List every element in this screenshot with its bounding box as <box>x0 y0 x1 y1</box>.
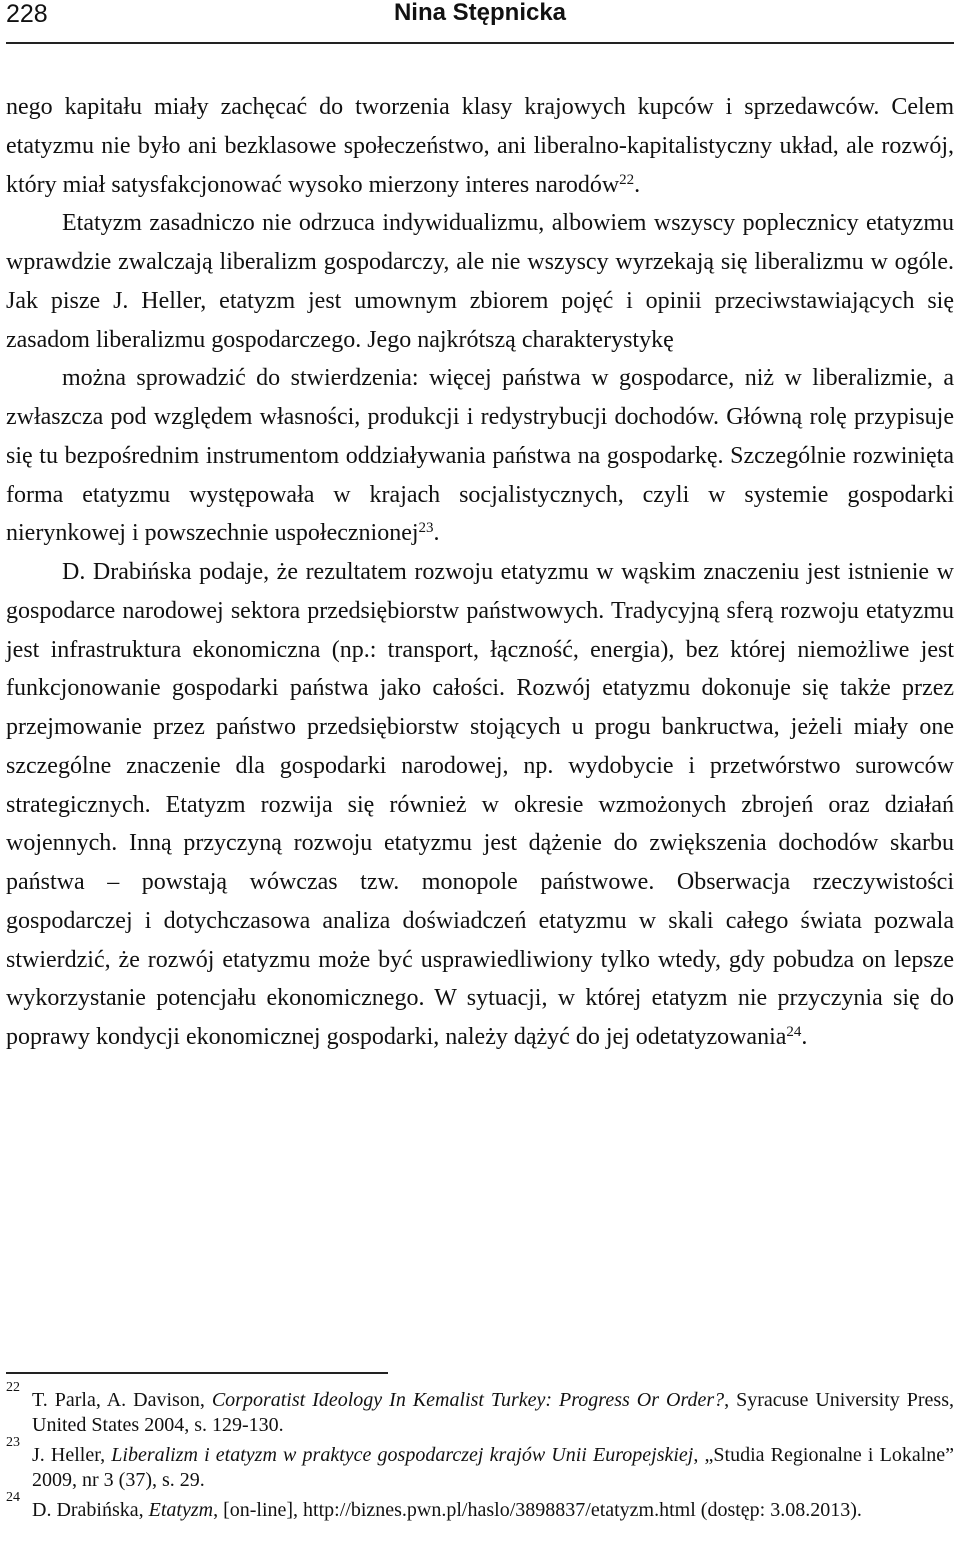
main-text <box>6 88 954 1057</box>
footnote-24: 24 D. Drabińska, Etatyzm, [on-line], http://biznes.pwn.pl/haslo/3898837/etatyzm.html (dostęp: 3.08.2013). <box>6 1490 862 1521</box>
footnote-number: 23 <box>6 1435 20 1450</box>
footnote-title: Corporatist Ideology In Kemalist Turkey: Progress Or Order? <box>211 1389 725 1411</box>
paragraph-continuation: nego kapitału miały zachęcać do tworzenia klasy krajowych kupców i sprzedawców. Celem etatyzmu nie było ani bezklasowe społeczeństwo, ani liberalno-kapitalistyczny układ, ale rozwój, który miał satysfakcjonować wysoko mierzony interes narodów$^{22}$. <box>6 94 954 198</box>
paragraph-etatyzm-liberalism: Etatyzm zasadniczo nie odrzuca indywidualizmu, albowiem wszyscy poplecznicy etatyzmu wprawdzie zwalczają liberalizm gospodarczy, ale nie wszyscy wyrzekają się liberalizmu w ogóle. Jak pisze J. Heller, etatyzm jest umownym zbiorem pojęć i opinii przeciwstawiających się zasadom liberalizmu gospodarczego. Jego najkrótszą charakterystykę <box>6 210 954 353</box>
footnote-separator <box>6 1372 388 1374</box>
footnote-ref-22[interactable]: 22 <box>619 171 635 188</box>
footnote-number: 24 <box>6 1490 20 1505</box>
footnote-number: 22 <box>6 1380 20 1395</box>
footnote-title: Liberalizm i etatyzm w praktyce gospodarczej krajów Unii Europejskiej <box>111 1444 694 1466</box>
paragraph-etatyzm-characteristics: można sprowadzić do stwierdzenia: więcej państwa w gospodarce, niż w liberalizmie, a zwłaszcza pod względem własności, produkcji i redystrybucji dochodów. Główną rolę przypisuje się tu bezpośrednim instrumentom oddziaływania państwa na gospodarkę. Szczególnie rozwinięta forma etatyzmu występowała w krajach socjalistycznych, czyli w systemie gospodarki nierynkowej i powszechnie uspołecznionej$^{23}$. <box>6 365 954 547</box>
footnote-title: Etatyzm <box>148 1499 214 1521</box>
footnotes <box>6 1380 955 1528</box>
footnote-ref-23[interactable]: 23 <box>418 520 434 537</box>
page-number: 228 <box>6 0 48 28</box>
running-head-author: Nina Stępnicka <box>393 0 567 26</box>
footnote-23: 23 J. Heller, Liberalizm i etatyzm w praktyce gospodarczej krajów Unii Europejskiej, „Studia Regionalne i Lokalne” 2009, nr 3 (37), s. 29. <box>6 1435 955 1491</box>
paragraph-etatyzm-development: D. Drabińska podaje, że rezultatem rozwoju etatyzmu w wąskim znaczeniu jest istnienie w gospodarce narodowej sektora przedsiębiorstw państwowych. Tradycyjną sferą rozwoju etatyzmu jest infrastruktura ekonomiczna (np.: transport, łączność, energia), bez której niemożliwe jest funkcjonowanie gospodarki państwa jako całości. Rozwój etatyzmu dokonuje się także przez przejmowanie przez państwo przedsiębiorstw stojących u progu bankructwa, jeżeli miały one szczególne znaczenie dla gospodarki narodowej, np. wydobycie i przetwórstwo surowców strategicznych. Etatyzm rozwija się również w okresie wzmożonych zbrojeń oraz działań wojennych. Inną przyczyną rozwoju etatyzmu jest dążenie do zwiększenia dochodów skarbu państwa – powstają wówczas tzw. monopole państwowe. Obserwacja rzeczywistości gospodarczej i dotychczasowa analiza doświadczeń etatyzmu w skali całego świata pozwala stwierdzić, że rozwój etatyzmu może być usprawiedliwiony tylko wtedy, gdy pobudza on lepsze wykorzystanie potencjału ekonomicznego. W sytuacji, w której etatyzm nie przyczynia się do poprawy kondycji ekonomicznej gospodarki, należy dążyć do jej odetatyzowania$^{24}$. <box>6 559 954 1050</box>
page-header <box>6 0 954 44</box>
footnote-22: 22 T. Parla, A. Davison, Corporatist Ideology In Kemalist Turkey: Progress Or Order?, Syracuse University Press, United States 2004, s. 129-130. <box>6 1380 954 1436</box>
footnote-ref-24[interactable]: 24 <box>786 1024 802 1040</box>
